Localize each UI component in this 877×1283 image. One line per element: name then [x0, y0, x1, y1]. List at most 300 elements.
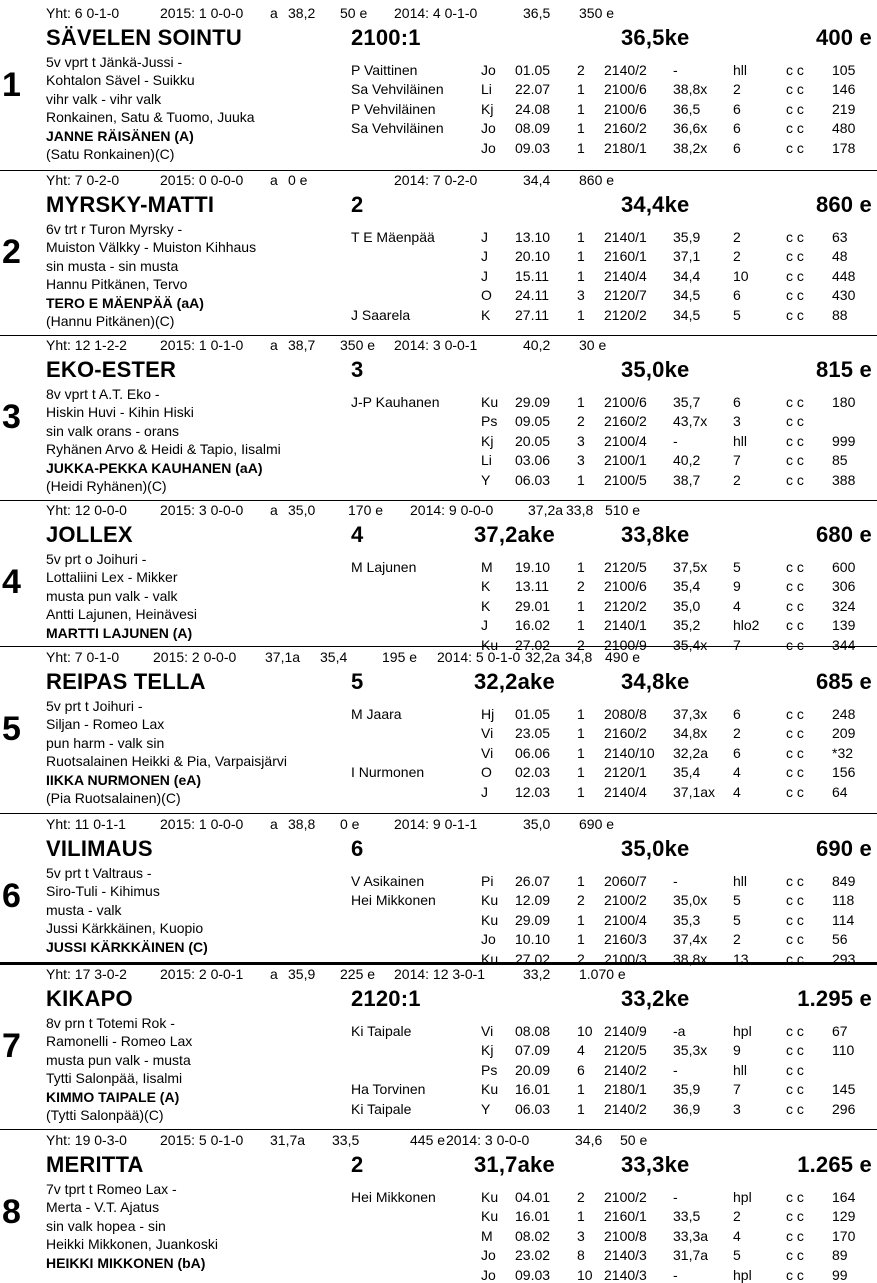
- start-pos: 7: [733, 1081, 741, 1098]
- start-time: 33,5: [673, 1208, 701, 1225]
- horse-detail-line: sin musta - sin musta: [46, 257, 179, 274]
- start-cc: c c: [786, 617, 804, 634]
- start-pos: 3: [733, 1100, 741, 1117]
- start-place: Jo: [481, 62, 496, 78]
- start-time: 35,2: [673, 617, 701, 634]
- start-place: Jo: [481, 139, 496, 156]
- start-dist: 2120/5: [604, 1042, 647, 1059]
- horse-detail-line: 8v prn t Totemi Rok -: [46, 1015, 175, 1031]
- start-lane: 1: [577, 139, 585, 156]
- career-summary-field: 33,8: [566, 502, 594, 518]
- start-odds: 85: [832, 452, 848, 469]
- start-dist: 2160/2: [604, 413, 647, 430]
- career-summary-field: 31,7a: [270, 1132, 306, 1148]
- start-driver: Hei Mikkonen: [351, 892, 436, 909]
- start-cc: c c: [786, 1189, 804, 1205]
- start-time: 36,5: [673, 100, 701, 117]
- start-odds: 293: [832, 950, 856, 967]
- track-position: 2100:1: [351, 25, 421, 50]
- start-pos: 6: [733, 139, 741, 156]
- start-odds: 248: [832, 706, 856, 722]
- start-pos: 6: [733, 100, 741, 117]
- total-earnings: 690 e: [815, 836, 872, 861]
- horse-detail-line: Ruotsalainen Heikki & Pia, Varpaisjärvi: [46, 753, 287, 770]
- horse-detail-line: musta pun valk - musta: [46, 1051, 191, 1068]
- start-place: Vi: [481, 1023, 494, 1039]
- start-pos: hpl: [733, 1266, 752, 1283]
- start-lane: 1: [577, 873, 585, 889]
- start-cc: c c: [786, 1061, 804, 1078]
- horse-detail-line: Muiston Välkky - Muiston Kihhaus: [46, 239, 257, 256]
- start-time: -a: [673, 1023, 686, 1039]
- start-odds: 105: [832, 62, 856, 78]
- career-summary-field: 2015: 3 0-0-0: [160, 502, 244, 518]
- start-place: Jo: [481, 1247, 496, 1264]
- start-dist: 2180/1: [604, 1081, 647, 1098]
- start-dist: 2160/2: [604, 725, 647, 742]
- start-driver: Ki Taipale: [351, 1023, 412, 1039]
- start-number: 1: [2, 66, 21, 104]
- start-place: J: [481, 617, 488, 634]
- start-odds: 63: [832, 229, 848, 245]
- career-summary-field: Yht: 7 0-2-0: [46, 172, 120, 188]
- start-pos: 4: [733, 1227, 741, 1244]
- start-lane: 1: [577, 725, 585, 742]
- career-summary-field: 38,8: [288, 816, 316, 832]
- start-time: 35,7: [673, 394, 701, 410]
- start-dist: 2100/6: [604, 578, 647, 595]
- career-summary-field: a: [270, 337, 278, 353]
- start-odds: 388: [832, 471, 856, 488]
- best-time: 34,8ke: [621, 669, 690, 694]
- career-summary-field: 2015: 2 0-0-0: [153, 649, 237, 665]
- start-dist: 2120/2: [604, 306, 647, 323]
- start-odds: 129: [832, 1208, 856, 1225]
- start-lane: 1: [577, 471, 585, 488]
- start-cc: c c: [786, 1023, 804, 1039]
- start-dist: 2140/2: [604, 62, 647, 78]
- start-pos: hpl: [733, 1189, 752, 1205]
- horse-detail-line: Heikki Mikkonen, Juankoski: [46, 1236, 218, 1253]
- start-lane: 2: [577, 892, 585, 909]
- start-time: 38,8x: [673, 81, 708, 98]
- start-pos: hll: [733, 873, 748, 889]
- entry-divider: [0, 646, 877, 647]
- career-summary-field: 490 e: [605, 649, 641, 665]
- career-summary-field: 2014: 7 0-2-0: [394, 172, 478, 188]
- start-date: 26.07: [515, 873, 551, 889]
- career-summary-field: 2014: 5 0-1-0: [437, 649, 521, 665]
- career-summary-field: 34,6: [575, 1132, 603, 1148]
- start-dist: 2160/2: [604, 120, 647, 137]
- entry-divider: [0, 170, 877, 171]
- start-number: 2: [2, 233, 21, 271]
- start-pos: 5: [733, 306, 741, 323]
- total-earnings: 1.295 e: [797, 986, 872, 1011]
- start-lane: 1: [577, 617, 585, 634]
- start-cc: c c: [786, 636, 804, 653]
- career-summary-field: 2014: 12 3-0-1: [394, 966, 486, 982]
- start-dist: 2100/4: [604, 911, 647, 928]
- start-odds: 145: [832, 1081, 856, 1098]
- best-time: 33,8ke: [621, 522, 690, 547]
- career-summary-field: 2015: 0 0-0-0: [160, 172, 244, 188]
- start-dist: 2140/2: [604, 1061, 647, 1078]
- career-summary-field: Yht: 11 0-1-1: [46, 816, 126, 832]
- driver-name: KIMMO TAIPALE (A): [46, 1088, 180, 1105]
- start-time: 38,7: [673, 471, 701, 488]
- start-lane: 3: [577, 432, 585, 449]
- start-time: 37,3x: [673, 706, 708, 722]
- start-cc: c c: [786, 100, 804, 117]
- start-dist: 2060/7: [604, 873, 647, 889]
- start-place: Vi: [481, 725, 494, 742]
- start-lane: 3: [577, 1227, 585, 1244]
- horse-name: MYRSKY-MATTI: [46, 192, 215, 217]
- horse-detail-line: Kohtalon Sävel - Suikku: [46, 72, 195, 89]
- start-place: J: [481, 229, 488, 245]
- career-summary-field: Yht: 12 1-2-2: [46, 337, 127, 353]
- start-cc: c c: [786, 452, 804, 469]
- start-place: O: [481, 287, 492, 304]
- start-lane: 1: [577, 229, 585, 245]
- start-pos: hlo2: [733, 617, 760, 634]
- best-auto-time: 31,7ake: [474, 1152, 555, 1177]
- career-summary-field: 40,2: [523, 337, 551, 353]
- career-summary-field: 36,5: [523, 5, 551, 21]
- best-time: 34,4ke: [621, 192, 690, 217]
- career-summary-field: 0 e: [340, 816, 360, 832]
- start-date: 29.01: [515, 597, 551, 614]
- start-pos: 7: [733, 452, 741, 469]
- start-dist: 2140/10: [604, 744, 655, 761]
- start-date: 02.03: [515, 764, 551, 781]
- career-summary-field: 225 e: [340, 966, 376, 982]
- start-cc: c c: [786, 139, 804, 156]
- start-number: 4: [2, 563, 21, 601]
- start-date: 09.03: [515, 1266, 551, 1283]
- career-summary-field: 38,7: [288, 337, 316, 353]
- start-date: 23.02: [515, 1247, 551, 1264]
- start-cc: c c: [786, 306, 804, 323]
- career-summary-field: 35,0: [288, 502, 316, 518]
- career-summary-field: 2015: 2 0-0-1: [160, 966, 244, 982]
- start-dist: 2100/1: [604, 452, 647, 469]
- start-time: 34,8x: [673, 725, 708, 742]
- start-date: 27.11: [515, 306, 549, 323]
- start-time: 35,4: [673, 578, 701, 595]
- career-summary-field: Yht: 19 0-3-0: [46, 1132, 127, 1148]
- start-pos: 6: [733, 394, 741, 410]
- start-lane: 1: [577, 706, 585, 722]
- start-pos: 2: [733, 229, 741, 245]
- start-driver: Hei Mikkonen: [351, 1189, 436, 1205]
- driver-name: TERO E MÄENPÄÄ (aA): [46, 294, 204, 311]
- career-summary-field: 2014: 3 0-0-0: [446, 1132, 530, 1148]
- start-cc: c c: [786, 597, 804, 614]
- start-time: -: [673, 1266, 678, 1283]
- start-pos: 6: [733, 706, 741, 722]
- start-lane: 1: [577, 81, 585, 98]
- horse-detail-line: (Hannu Pitkänen)(C): [46, 313, 175, 329]
- start-lane: 3: [577, 287, 585, 304]
- start-date: 16.02: [515, 617, 551, 634]
- start-odds: 118: [832, 892, 855, 909]
- career-summary-field: a: [270, 502, 278, 518]
- start-cc: c c: [786, 394, 804, 410]
- start-dist: 2120/2: [604, 597, 647, 614]
- start-driver: V Asikainen: [351, 873, 425, 889]
- start-place: J: [481, 248, 488, 265]
- start-lane: 10: [577, 1023, 593, 1039]
- start-lane: 2: [577, 578, 585, 595]
- start-date: 13.11: [515, 578, 549, 595]
- entry-divider: [0, 335, 877, 336]
- horse-detail-line: 8v vprt t A.T. Eko -: [46, 386, 160, 402]
- career-summary-field: a: [270, 966, 278, 982]
- start-lane: 1: [577, 783, 585, 800]
- start-cc: c c: [786, 120, 804, 137]
- start-time: 37,1ax: [673, 783, 716, 800]
- start-time: 37,4x: [673, 931, 708, 948]
- best-time: 35,0ke: [621, 357, 690, 382]
- start-place: J: [481, 267, 488, 284]
- start-pos: 5: [733, 1247, 741, 1264]
- career-summary-field: 0 e: [288, 172, 308, 188]
- career-summary-field: Yht: 12 0-0-0: [46, 502, 127, 518]
- start-driver: Sa Vehviläinen: [351, 81, 444, 98]
- start-place: Ku: [481, 394, 499, 410]
- best-time: 35,0ke: [621, 836, 690, 861]
- start-time: 35,4: [673, 764, 701, 781]
- start-odds: 296: [832, 1100, 856, 1117]
- start-date: 08.08: [515, 1023, 551, 1039]
- start-odds: 48: [832, 248, 848, 265]
- driver-name: HEIKKI MIKKONEN (bA): [46, 1254, 206, 1271]
- best-auto-time: 32,2ake: [474, 669, 555, 694]
- start-place: O: [481, 764, 492, 781]
- career-summary-field: 34,4: [523, 172, 551, 188]
- start-pos: 10: [733, 267, 749, 284]
- horse-detail-line: musta - valk: [46, 901, 122, 918]
- career-summary-field: 2014: 3 0-0-1: [394, 337, 478, 353]
- start-driver: M Lajunen: [351, 559, 417, 575]
- horse-detail-line: Ronkainen, Satu & Tuomo, Juuka: [46, 109, 255, 126]
- start-date: 20.05: [515, 432, 551, 449]
- start-time: 31,7a: [673, 1247, 709, 1264]
- driver-name: MARTTI LAJUNEN (A): [46, 624, 193, 641]
- start-time: 36,9: [673, 1100, 701, 1117]
- start-date: 15.11: [515, 267, 549, 284]
- entry-divider: [0, 500, 877, 501]
- career-summary-field: a: [270, 816, 278, 832]
- start-date: 06.03: [515, 471, 551, 488]
- track-position: 4: [351, 522, 364, 547]
- start-place: K: [481, 306, 491, 323]
- start-date: 13.10: [515, 229, 551, 245]
- start-date: 22.07: [515, 81, 551, 98]
- start-cc: c c: [786, 706, 804, 722]
- start-lane: 1: [577, 744, 585, 761]
- start-time: -: [673, 432, 678, 449]
- entry-divider: [0, 1129, 877, 1130]
- horse-detail-line: (Tytti Salonpää)(C): [46, 1107, 164, 1123]
- start-dist: 2160/1: [604, 1208, 647, 1225]
- start-pos: 5: [733, 559, 741, 575]
- start-lane: 1: [577, 120, 585, 137]
- start-time: 40,2: [673, 452, 701, 469]
- start-dist: 2080/8: [604, 706, 647, 722]
- start-lane: 1: [577, 1081, 585, 1098]
- start-cc: c c: [786, 931, 804, 948]
- career-summary-field: 33,5: [332, 1132, 360, 1148]
- start-number: 5: [2, 710, 21, 748]
- start-odds: 139: [832, 617, 856, 634]
- career-summary-field: 2014: 9 0-1-1: [394, 816, 478, 832]
- start-dist: 2100/5: [604, 471, 647, 488]
- start-pos: 4: [733, 764, 741, 781]
- start-odds: 164: [832, 1189, 856, 1205]
- start-time: 35,3x: [673, 1042, 708, 1059]
- start-odds: 180: [832, 394, 856, 410]
- start-odds: 209: [832, 725, 856, 742]
- start-odds: 306: [832, 578, 856, 595]
- start-cc: c c: [786, 1081, 804, 1098]
- start-cc: c c: [786, 892, 804, 909]
- horse-detail-line: 5v prt t Valtraus -: [46, 865, 152, 881]
- start-odds: 178: [832, 139, 856, 156]
- start-lane: 1: [577, 764, 585, 781]
- career-summary-field: 690 e: [579, 816, 615, 832]
- start-lane: 1: [577, 911, 585, 928]
- start-pos: 6: [733, 744, 741, 761]
- start-dist: 2120/7: [604, 287, 647, 304]
- start-place: Li: [481, 452, 492, 469]
- start-cc: c c: [786, 81, 804, 98]
- start-lane: 2: [577, 62, 585, 78]
- start-odds: 156: [832, 764, 856, 781]
- start-date: 10.10: [515, 931, 551, 948]
- start-place: Ps: [481, 413, 498, 430]
- start-pos: 2: [733, 725, 741, 742]
- horse-detail-line: Lottaliini Lex - Mikker: [46, 569, 178, 586]
- track-position: 2120:1: [351, 986, 421, 1011]
- start-place: Ps: [481, 1061, 498, 1078]
- career-summary-field: 1.070 e: [579, 966, 626, 982]
- start-time: 35,0x: [673, 892, 708, 909]
- start-cc: c c: [786, 248, 804, 265]
- start-date: 24.11: [515, 287, 549, 304]
- start-time: 35,0: [673, 597, 701, 614]
- start-number: 3: [2, 398, 21, 436]
- start-odds: 170: [832, 1227, 856, 1244]
- start-pos: 4: [733, 783, 741, 800]
- start-lane: 2: [577, 1189, 585, 1205]
- start-place: Hj: [481, 706, 495, 722]
- total-earnings: 1.265 e: [797, 1152, 872, 1177]
- start-lane: 1: [577, 306, 585, 323]
- horse-detail-line: Hiskin Huvi - Kihin Hiski: [46, 404, 194, 421]
- horse-name: MERITTA: [46, 1152, 144, 1177]
- start-cc: c c: [786, 783, 804, 800]
- career-summary-field: 30 e: [579, 337, 607, 353]
- start-dist: 2100/9: [604, 636, 647, 653]
- start-dist: 2100/6: [604, 394, 647, 410]
- start-cc: c c: [786, 873, 804, 889]
- start-cc: c c: [786, 764, 804, 781]
- horse-detail-line: 6v trt r Turon Myrsky -: [46, 221, 183, 237]
- horse-detail-line: 5v prt t Joihuri -: [46, 698, 143, 714]
- career-summary-field: 350 e: [579, 5, 615, 21]
- career-summary-field: 50 e: [340, 5, 368, 21]
- start-lane: 1: [577, 267, 585, 284]
- start-lane: 1: [577, 100, 585, 117]
- career-summary-field: 34,8: [565, 649, 593, 665]
- horse-detail-line: (Satu Ronkainen)(C): [46, 146, 175, 162]
- horse-name: JOLLEX: [46, 522, 133, 547]
- start-odds: 88: [832, 306, 848, 323]
- best-auto-time: 37,2ake: [474, 522, 555, 547]
- start-cc: c c: [786, 559, 804, 575]
- start-pos: 3: [733, 413, 741, 430]
- horse-detail-line: sin valk hopea - sin: [46, 1217, 166, 1234]
- start-lane: 1: [577, 931, 585, 948]
- start-lane: 4: [577, 1042, 585, 1059]
- start-time: 43,7x: [673, 413, 708, 430]
- start-date: 08.02: [515, 1227, 551, 1244]
- start-pos: hll: [733, 62, 748, 78]
- total-earnings: 685 e: [815, 669, 872, 694]
- start-dist: 2140/4: [604, 783, 647, 800]
- career-summary-field: 35,9: [288, 966, 316, 982]
- start-odds: 999: [832, 432, 856, 449]
- start-time: 36,6x: [673, 120, 708, 137]
- career-summary-field: Yht: 7 0-1-0: [46, 649, 120, 665]
- career-summary-field: 2015: 5 0-1-0: [160, 1132, 244, 1148]
- start-lane: 10: [577, 1266, 593, 1283]
- start-odds: 324: [832, 597, 856, 614]
- start-cc: c c: [786, 1247, 804, 1264]
- start-lane: 1: [577, 597, 585, 614]
- start-date: 29.09: [515, 911, 551, 928]
- start-date: 23.05: [515, 725, 551, 742]
- horse-detail-line: musta pun valk - valk: [46, 587, 178, 604]
- start-place: Jo: [481, 120, 496, 137]
- career-summary-field: 860 e: [579, 172, 615, 188]
- start-odds: 114: [832, 911, 855, 928]
- start-cc: c c: [786, 578, 804, 595]
- start-date: 12.09: [515, 892, 551, 909]
- horse-detail-line: 7v tprt t Romeo Lax -: [46, 1181, 177, 1197]
- start-dist: 2100/3: [604, 950, 647, 967]
- start-place: Y: [481, 1100, 491, 1117]
- start-pos: 6: [733, 120, 741, 137]
- start-dist: 2100/6: [604, 81, 647, 98]
- start-odds: 600: [832, 559, 856, 575]
- start-pos: 4: [733, 597, 741, 614]
- career-summary-field: 32,2a: [525, 649, 561, 665]
- career-summary-field: 2015: 1 0-1-0: [160, 337, 244, 353]
- start-cc: c c: [786, 432, 804, 449]
- horse-detail-line: Ryhänen Arvo & Heidi & Tapio, Iisalmi: [46, 441, 281, 458]
- horse-detail-line: vihr valk - vihr valk: [46, 90, 162, 107]
- start-number: 7: [2, 1027, 21, 1065]
- start-pos: hll: [733, 1061, 748, 1078]
- start-cc: c c: [786, 413, 804, 430]
- start-driver: M Jaara: [351, 706, 402, 722]
- start-date: 04.01: [515, 1189, 551, 1205]
- start-odds: 56: [832, 931, 848, 948]
